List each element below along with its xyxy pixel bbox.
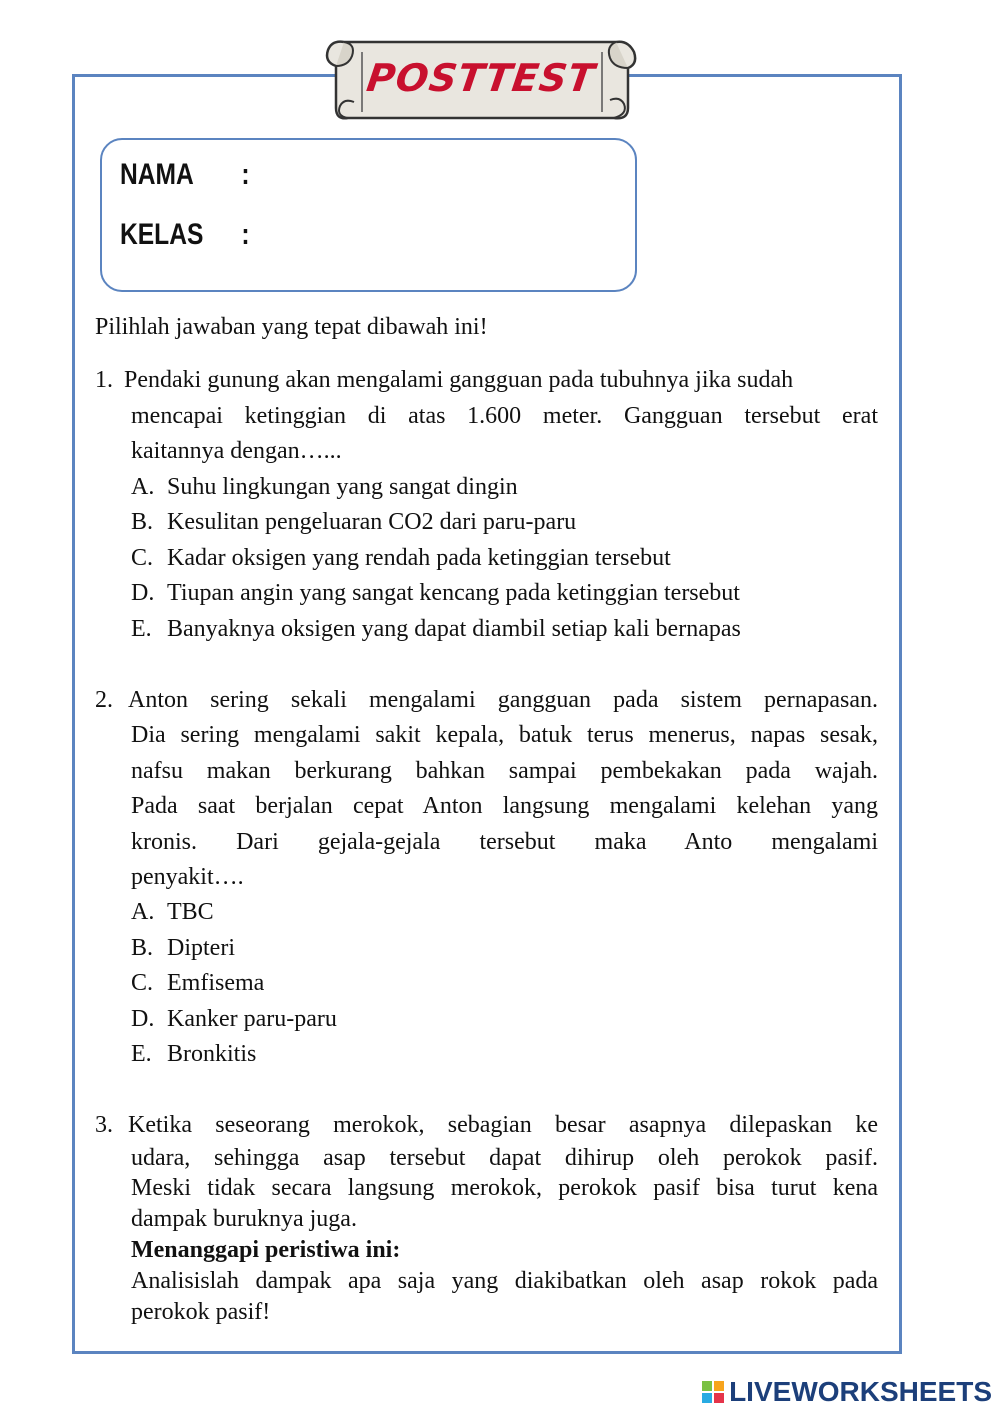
option-text: Banyaknya oksigen yang dapat diambil setiap kali bernapas [167, 616, 741, 642]
option-letter: D. [131, 1006, 155, 1032]
option-text: TBC [167, 899, 214, 925]
question-line: Dia sering mengalami sakit kepala, batuk terus menerus, napas sesak, [131, 722, 878, 748]
name-row [120, 158, 250, 192]
option-text: Dipteri [167, 935, 235, 961]
option-letter: C. [131, 545, 154, 571]
answer-option [131, 578, 740, 608]
question-line: Pada saat berjalan cepat Anton langsung mengalami kelehan yang [131, 793, 878, 819]
option-letter: D. [131, 580, 155, 606]
option-text: Kanker paru-paru [167, 1006, 337, 1032]
option-letter: E. [131, 1041, 152, 1067]
student-identity-box [100, 138, 637, 292]
question-line: Pendaki gunung akan mengalami gangguan pada tubuhnya jika sudah [124, 367, 794, 393]
option-letter: A. [131, 899, 155, 925]
answer-option [131, 614, 741, 644]
posttest-banner [322, 28, 640, 124]
question-line: udara, sehingga asap tersebut dapat dihirup oleh perokok pasif. [131, 1145, 878, 1171]
page-title: POSTTEST [364, 56, 598, 100]
instruction-text: Pilihlah jawaban yang tepat dibawah ini! [95, 314, 488, 340]
answer-option [131, 472, 518, 502]
question-subheading: Menanggapi peristiwa ini: [131, 1237, 401, 1263]
option-letter: C. [131, 970, 154, 996]
question-line: perokok pasif! [131, 1299, 271, 1325]
answer-option [131, 543, 671, 573]
brand-name: LIVEWORKSHEETS [729, 1376, 992, 1407]
answer-option [131, 897, 214, 927]
answer-option [131, 1039, 256, 1069]
name-label: NAMA [120, 158, 194, 191]
option-text: Bronkitis [167, 1041, 257, 1067]
class-row [120, 218, 250, 252]
class-label: KELAS [120, 218, 204, 251]
answer-option [131, 1004, 337, 1034]
answer-option [131, 968, 264, 998]
option-letter: B. [131, 509, 154, 535]
question-line: Ketika seseorang merokok, sebagian besar asapnya dilepaskan ke [128, 1112, 878, 1138]
option-text: Suhu lingkungan yang sangat dingin [167, 474, 518, 500]
answer-option [131, 933, 235, 963]
class-colon: : [241, 218, 250, 251]
option-letter: A. [131, 474, 155, 500]
question-line: kaitannya dengan…... [131, 438, 342, 464]
question-line: dampak buruknya juga. [131, 1206, 357, 1232]
question-line: mencapai ketinggian di atas 1.600 meter. Gangguan tersebut erat [131, 403, 878, 429]
question-line: penyakit…. [131, 864, 244, 890]
option-text: Emfisema [167, 970, 265, 996]
name-colon: : [241, 158, 250, 191]
question-line: Anton sering sekali mengalami gangguan pada sistem pernapasan. [128, 687, 878, 713]
option-letter: B. [131, 935, 154, 961]
option-text: Tiupan angin yang sangat kencang pada ketinggian tersebut [167, 580, 740, 606]
liveworksheets-logo [702, 1376, 992, 1408]
liveworksheets-icon [702, 1381, 724, 1403]
question-number: 3. [95, 1112, 113, 1138]
option-letter: E. [131, 616, 152, 642]
option-text: Kadar oksigen yang rendah pada ketinggian tersebut [167, 545, 671, 571]
question-number: 1. [95, 367, 113, 393]
option-text: Kesulitan pengeluaran CO2 dari paru-paru [167, 509, 577, 535]
question-line: kronis. Dari gejala-gejala tersebut maka Anto mengalami [131, 829, 878, 855]
question-line: Analisislah dampak apa saja yang diakibatkan oleh asap rokok pada [131, 1268, 878, 1294]
question-number: 2. [95, 687, 113, 713]
question-line: Meski tidak secara langsung merokok, perokok pasif bisa turut kena [131, 1175, 878, 1201]
question-line: nafsu makan berkurang bahkan sampai pembekakan pada wajah. [131, 758, 878, 784]
answer-option [131, 507, 576, 537]
